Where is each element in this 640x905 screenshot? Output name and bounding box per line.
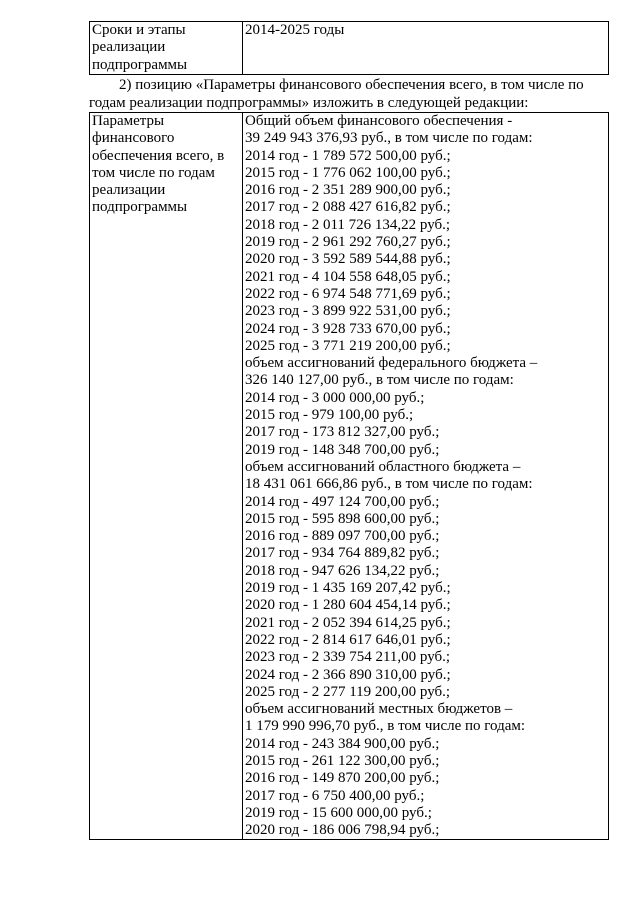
financing-value-line: 2018 год - 947 626 134,22 руб.; [245,562,440,579]
financing-value-line: 2025 год - 3 771 219 200,00 руб.; [245,337,451,354]
amendment-paragraph [89,76,609,112]
financing-value-line: 2023 год - 3 899 922 531,00 руб.; [245,303,451,320]
financing-value-line: объем ассигнований областного бюджета – [245,458,521,475]
financing-value-line: 2017 год - 934 764 889,82 руб.; [245,545,440,562]
financing-value-line: 1 179 990 996,70 руб., в том числе по годам: [245,718,526,735]
table-row [90,113,609,840]
financing-value-line: 2019 год - 2 961 292 760,27 руб.; [245,234,451,251]
financing-value-line: 2024 год - 2 366 890 310,00 руб.; [245,666,451,683]
financing-table [89,112,609,840]
financing-value-line: 2021 год - 4 104 558 648,05 руб.; [245,268,451,285]
financing-label-line: подпрограммы [92,199,188,216]
financing-value-cell [243,113,609,840]
table-row [90,22,609,75]
financing-value-line: 2020 год - 186 006 798,94 руб.; [245,822,440,839]
financing-value-line: 2020 год - 3 592 589 544,88 руб.; [245,251,451,268]
financing-value-line: 2015 год - 261 122 300,00 руб.; [245,752,440,769]
financing-value-line: 2016 год - 889 097 700,00 руб.; [245,528,440,545]
financing-label-line: том числе по годам [92,164,215,181]
terms-label-line: Сроки и этапы [92,22,186,38]
financing-value-line: 2022 год - 6 974 548 771,69 руб.; [245,285,451,302]
financing-value-line: 2017 год - 173 812 327,00 руб.; [245,424,440,441]
financing-value-line: 2022 год - 2 814 617 646,01 руб.; [245,631,451,648]
financing-value-line: 2017 год - 2 088 427 616,82 руб.; [245,199,451,216]
financing-value-line: объем ассигнований местных бюджетов – [245,701,513,718]
financing-label-line: реализации [92,182,166,199]
terms-value: 2014-2025 годы [245,22,345,38]
financing-label-cell [90,113,243,840]
financing-value-line: 2016 год - 2 351 289 900,00 руб.; [245,182,451,199]
paragraph-line: 2) позицию «Параметры финансового обеспечения всего, в том числе по [119,77,584,93]
financing-value-line: 2015 год - 1 776 062 100,00 руб.; [245,164,451,181]
financing-label-line: финансового [92,130,175,147]
financing-value-line: 2016 год - 149 870 200,00 руб.; [245,770,440,787]
financing-value-line: 2014 год - 1 789 572 500,00 руб.; [245,147,451,164]
financing-value-line: Общий объем финансового обеспечения - [245,113,513,129]
financing-value-line: 2018 год - 2 011 726 134,22 руб.; [245,216,451,233]
financing-value-line: 2021 год - 2 052 394 614,25 руб.; [245,614,451,631]
financing-value-line: 2019 год - 148 348 700,00 руб.; [245,441,440,458]
financing-label-line: Параметры [92,113,165,129]
financing-value-line: 2019 год - 15 600 000,00 руб.; [245,804,432,821]
financing-value-line: 326 140 127,00 руб., в том числе по годам: [245,372,514,389]
financing-value-line: 2017 год - 6 750 400,00 руб.; [245,787,425,804]
financing-value-line: 2025 год - 2 277 119 200,00 руб.; [245,683,451,700]
financing-value-line: 2020 год - 1 280 604 454,14 руб.; [245,597,451,614]
terms-label-cell [90,22,243,75]
financing-value-line: объем ассигнований федерального бюджета – [245,355,538,372]
financing-value-line: 39 249 943 376,93 руб., в том числе по годам: [245,130,533,147]
terms-table [89,21,609,75]
financing-value-line: 2023 год - 2 339 754 211,00 руб.; [245,649,451,666]
financing-value-line: 2014 год - 243 384 900,00 руб.; [245,735,440,752]
financing-label-line: обеспечения всего, в [92,147,225,164]
terms-value-cell [243,22,609,75]
financing-value-line: 2014 год - 497 124 700,00 руб.; [245,493,440,510]
financing-value-line: 2015 год - 979 100,00 руб.; [245,407,414,424]
paragraph-line: годам реализации подпрограммы» изложить в следующей редакции: [89,95,529,111]
financing-value-line: 2024 год - 3 928 733 670,00 руб.; [245,320,451,337]
terms-label-line: реализации [92,39,166,56]
terms-label-line: подпрограммы [92,56,188,73]
financing-value-line: 18 431 061 666,86 руб., в том числе по годам: [245,476,533,493]
financing-value-line: 2015 год - 595 898 600,00 руб.; [245,510,440,527]
financing-value-line: 2014 год - 3 000 000,00 руб.; [245,389,425,406]
financing-value-line: 2019 год - 1 435 169 207,42 руб.; [245,580,451,597]
